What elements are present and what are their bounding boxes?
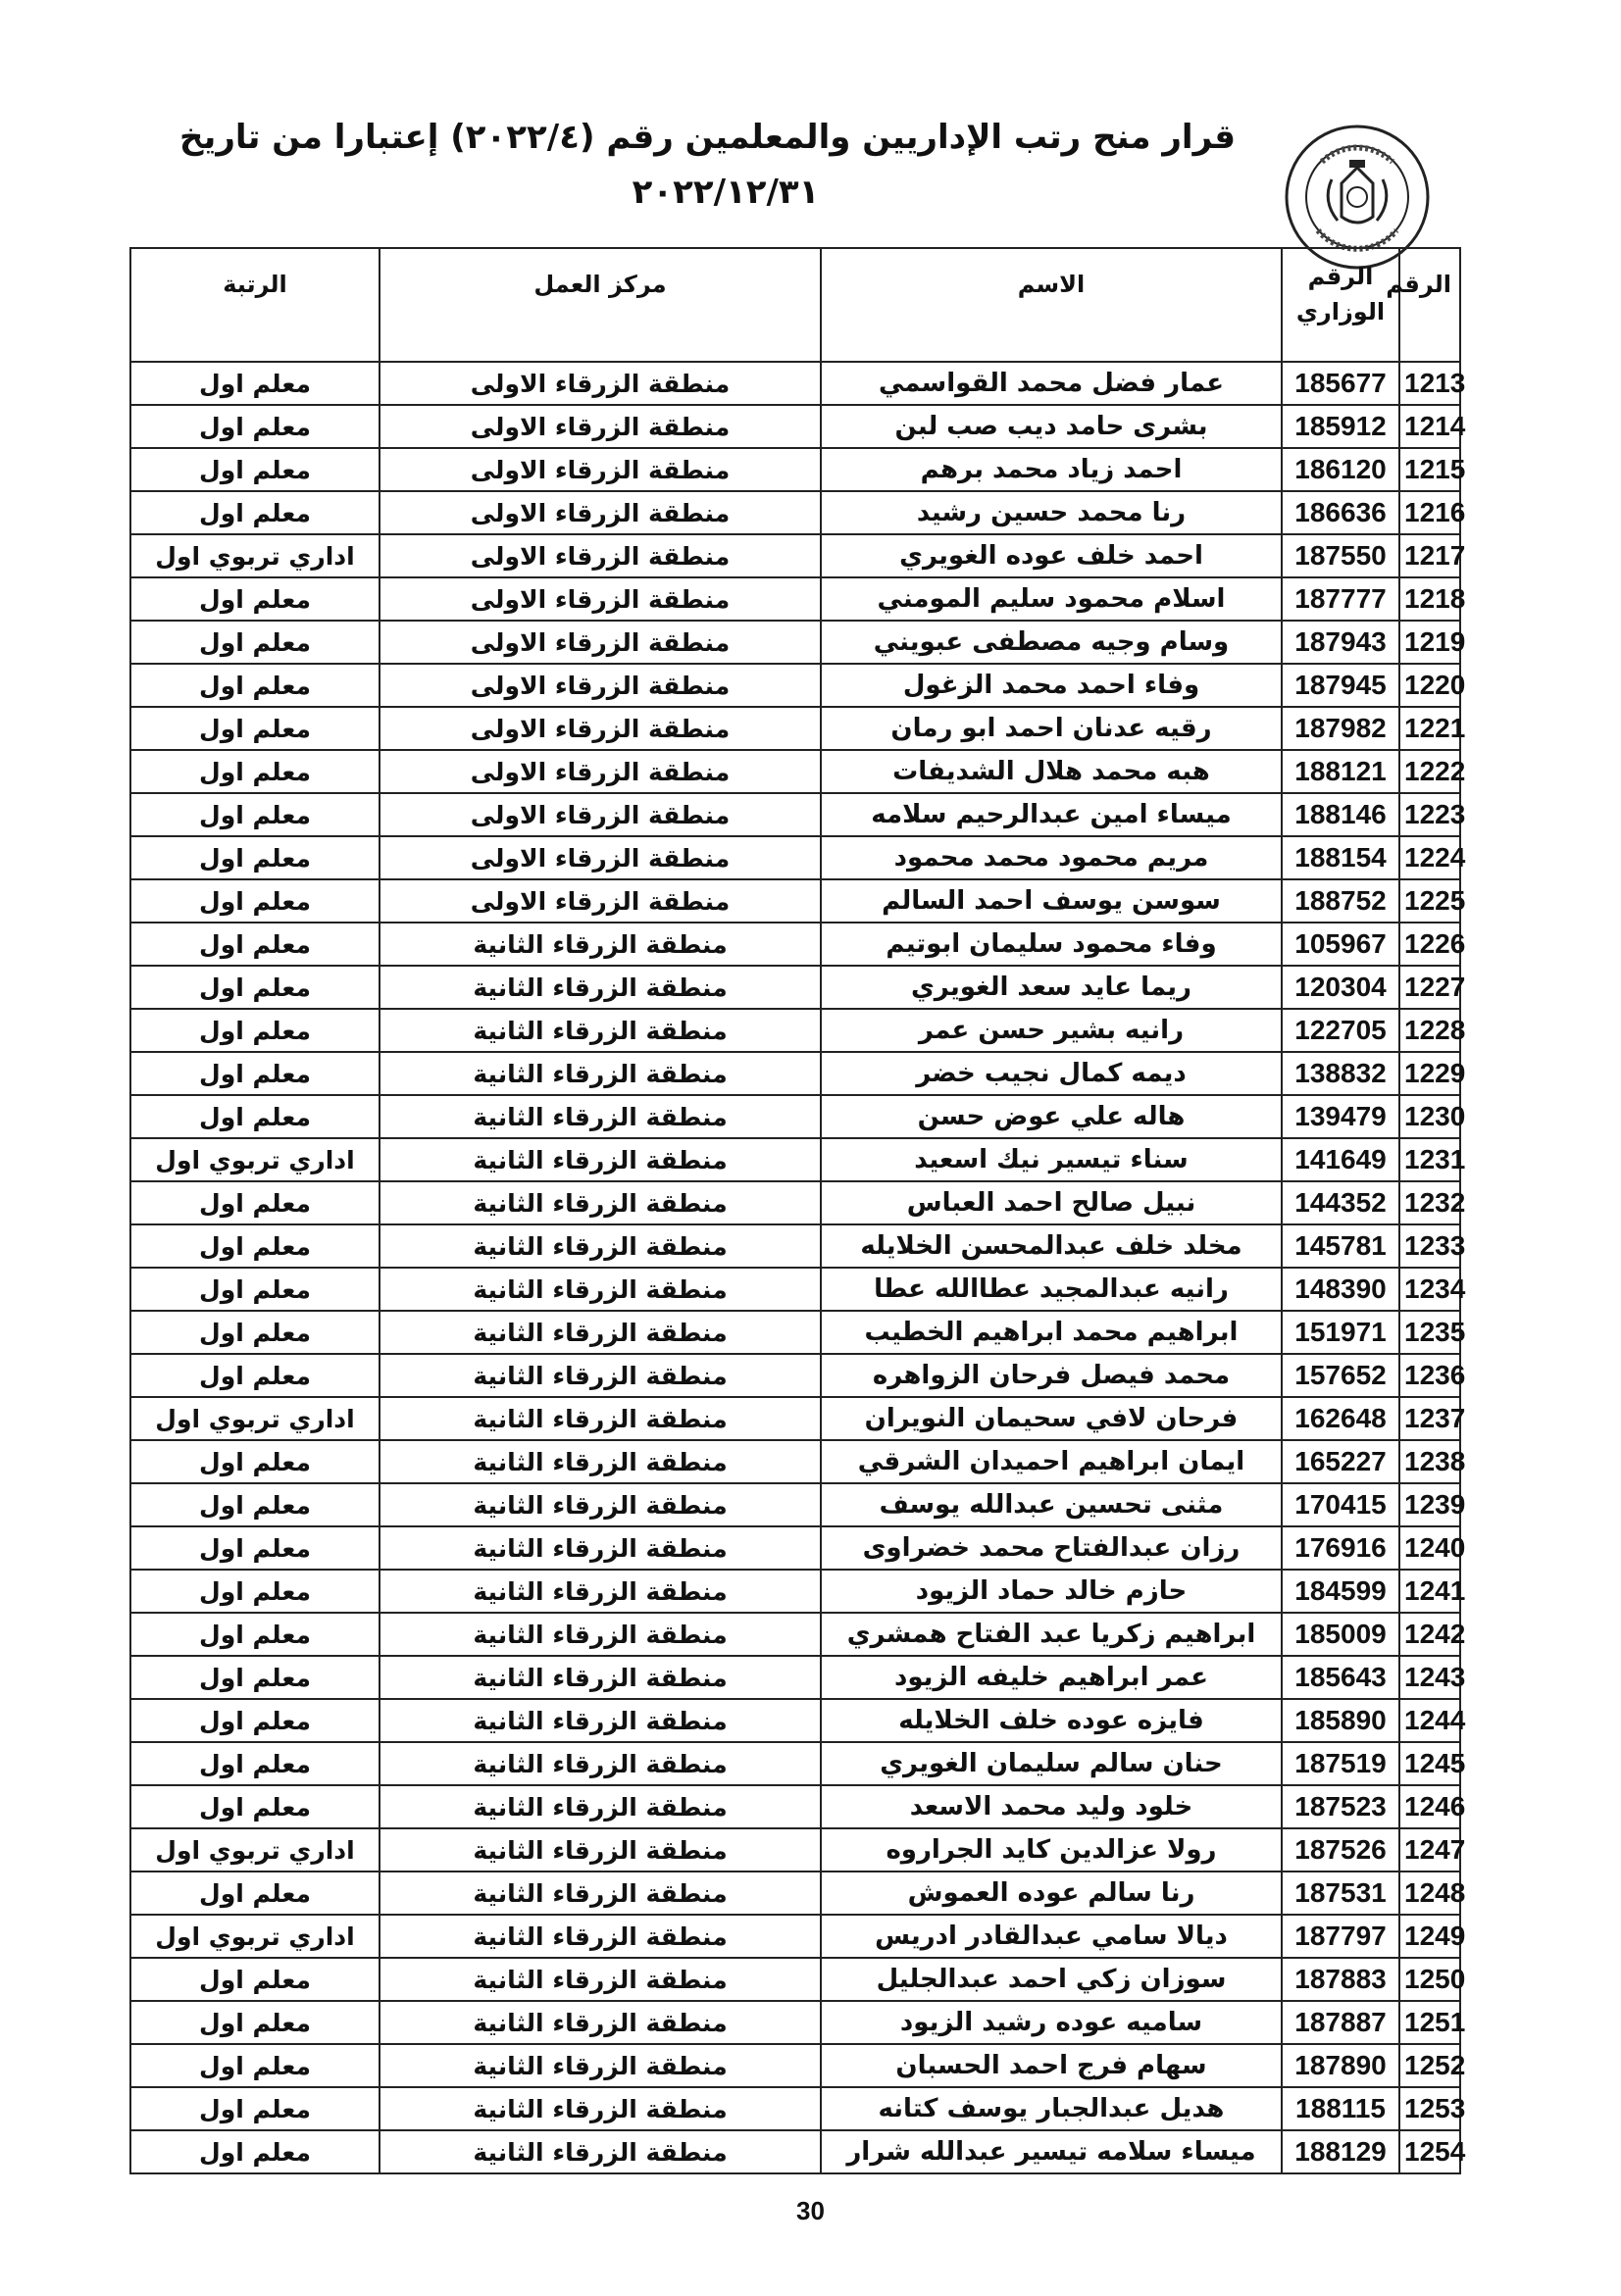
cell-num: 1228 (1399, 1009, 1460, 1052)
cell-ministerial-number: 185677 (1282, 362, 1399, 405)
cell-num: 1241 (1399, 1570, 1460, 1613)
cell-rank: معلم اول (130, 923, 380, 966)
cell-rank: معلم اول (130, 836, 380, 879)
cell-ministerial-number: 185890 (1282, 1699, 1399, 1742)
cell-name: رانيه عبدالمجيد عطاالله عطا (821, 1268, 1282, 1311)
cell-name: ميساء امين عبدالرحيم سلامه (821, 793, 1282, 836)
cell-num: 1248 (1399, 1872, 1460, 1915)
cell-work-center: منطقة الزرقاء الاولى (380, 664, 821, 707)
cell-name: ديمه كمال نجيب خضر (821, 1052, 1282, 1095)
cell-name: هديل عبدالجبار يوسف كتانه (821, 2087, 1282, 2130)
cell-ministerial-number: 187797 (1282, 1915, 1399, 1958)
table-row (130, 1268, 1460, 1311)
cell-rank: معلم اول (130, 1785, 380, 1828)
header-num: الرقم (1399, 248, 1460, 362)
cell-num: 1254 (1399, 2130, 1460, 2173)
cell-ministerial-number: 186636 (1282, 491, 1399, 534)
cell-name: رانيه بشير حسن عمر (821, 1009, 1282, 1052)
table-row (130, 1397, 1460, 1440)
cell-ministerial-number: 187883 (1282, 1958, 1399, 2001)
cell-work-center: منطقة الزرقاء الثانية (380, 1311, 821, 1354)
cell-num: 1251 (1399, 2001, 1460, 2044)
cell-rank: معلم اول (130, 1613, 380, 1656)
document-title (179, 110, 1236, 220)
table-row (130, 1785, 1460, 1828)
cell-name: عمار فضل محمد القواسمي (821, 362, 1282, 405)
cell-work-center: منطقة الزرقاء الثانية (380, 1483, 821, 1526)
cell-ministerial-number: 185643 (1282, 1656, 1399, 1699)
table-row (130, 1828, 1460, 1872)
header-work-center: مركز العمل (380, 248, 821, 362)
cell-rank: معلم اول (130, 1440, 380, 1483)
table-row (130, 405, 1460, 448)
cell-rank: معلم اول (130, 1009, 380, 1052)
cell-num: 1215 (1399, 448, 1460, 491)
cell-num: 1252 (1399, 2044, 1460, 2087)
cell-num: 1234 (1399, 1268, 1460, 1311)
cell-num: 1253 (1399, 2087, 1460, 2130)
title-line-2: ٢٠٢٢/١٢/٣١ (632, 173, 820, 212)
cell-name: خلود وليد محمد الاسعد (821, 1785, 1282, 1828)
table-row (130, 1440, 1460, 1483)
cell-ministerial-number: 157652 (1282, 1354, 1399, 1397)
cell-num: 1227 (1399, 966, 1460, 1009)
table-row (130, 923, 1460, 966)
cell-ministerial-number: 188129 (1282, 2130, 1399, 2173)
table-row (130, 534, 1460, 577)
cell-rank: معلم اول (130, 1483, 380, 1526)
cell-name: وفاء محمود سليمان ابوتيم (821, 923, 1282, 966)
cell-name: سوزان زكي احمد عبدالجليل (821, 1958, 1282, 2001)
cell-rank: اداري تربوي اول (130, 534, 380, 577)
cell-rank: معلم اول (130, 2130, 380, 2173)
cell-work-center: منطقة الزرقاء الاولى (380, 879, 821, 923)
cell-name: ميساء سلامه تيسير عبدالله شرار (821, 2130, 1282, 2173)
cell-num: 1218 (1399, 577, 1460, 621)
table-row (130, 1872, 1460, 1915)
cell-rank: معلم اول (130, 750, 380, 793)
cell-rank: معلم اول (130, 879, 380, 923)
cell-name: مثنى تحسين عبدالله يوسف (821, 1483, 1282, 1526)
cell-work-center: منطقة الزرقاء الثانية (380, 1785, 821, 1828)
cell-name: ايمان ابراهيم احميدان الشرقي (821, 1440, 1282, 1483)
cell-ministerial-number: 187531 (1282, 1872, 1399, 1915)
cell-work-center: منطقة الزرقاء الاولى (380, 534, 821, 577)
cell-rank: معلم اول (130, 1656, 380, 1699)
table-row (130, 2087, 1460, 2130)
cell-rank: معلم اول (130, 1095, 380, 1138)
cell-work-center: منطقة الزرقاء الثانية (380, 1181, 821, 1224)
cell-work-center: منطقة الزرقاء الثانية (380, 1828, 821, 1872)
cell-name: رقيه عدنان احمد ابو رمان (821, 707, 1282, 750)
table-row (130, 1483, 1460, 1526)
cell-work-center: منطقة الزرقاء الثانية (380, 1224, 821, 1268)
table-row (130, 1742, 1460, 1785)
table-row (130, 1224, 1460, 1268)
cell-work-center: منطقة الزرقاء الثانية (380, 1095, 821, 1138)
cell-ministerial-number: 187523 (1282, 1785, 1399, 1828)
cell-name: ساميه عوده رشيد الزيود (821, 2001, 1282, 2044)
cell-name: اسلام محمود سليم المومني (821, 577, 1282, 621)
cell-work-center: منطقة الزرقاء الثانية (380, 2130, 821, 2173)
cell-ministerial-number: 144352 (1282, 1181, 1399, 1224)
cell-work-center: منطقة الزرقاء الاولى (380, 750, 821, 793)
cell-work-center: منطقة الزرقاء الثانية (380, 1397, 821, 1440)
promotions-table (129, 247, 1466, 2174)
table-row (130, 707, 1460, 750)
cell-rank: معلم اول (130, 577, 380, 621)
cell-work-center: منطقة الزرقاء الثانية (380, 1656, 821, 1699)
cell-work-center: منطقة الزرقاء الثانية (380, 1138, 821, 1181)
cell-ministerial-number: 170415 (1282, 1483, 1399, 1526)
cell-num: 1216 (1399, 491, 1460, 534)
cell-num: 1222 (1399, 750, 1460, 793)
table-row (130, 1095, 1460, 1138)
header-name: الاسم (821, 248, 1282, 362)
cell-work-center: منطقة الزرقاء الثانية (380, 1440, 821, 1483)
cell-work-center: منطقة الزرقاء الاولى (380, 621, 821, 664)
cell-name: حازم خالد حماد الزيود (821, 1570, 1282, 1613)
cell-work-center: منطقة الزرقاء الاولى (380, 448, 821, 491)
cell-name: فرحان لافي سحيمان النويران (821, 1397, 1282, 1440)
table-row (130, 1613, 1460, 1656)
cell-rank: اداري تربوي اول (130, 1397, 380, 1440)
cell-ministerial-number: 176916 (1282, 1526, 1399, 1570)
cell-name: رزان عبدالفتاح محمد خضراوى (821, 1526, 1282, 1570)
cell-rank: معلم اول (130, 966, 380, 1009)
table-row (130, 1354, 1460, 1397)
cell-name: مريم محمود محمد محمود (821, 836, 1282, 879)
cell-ministerial-number: 122705 (1282, 1009, 1399, 1052)
cell-ministerial-number: 188752 (1282, 879, 1399, 923)
cell-work-center: منطقة الزرقاء الثانية (380, 1699, 821, 1742)
table-row (130, 621, 1460, 664)
table-row (130, 448, 1460, 491)
cell-rank: معلم اول (130, 491, 380, 534)
cell-work-center: منطقة الزرقاء الاولى (380, 836, 821, 879)
cell-ministerial-number: 188115 (1282, 2087, 1399, 2130)
cell-ministerial-number: 187777 (1282, 577, 1399, 621)
cell-ministerial-number: 148390 (1282, 1268, 1399, 1311)
cell-name: رنا محمد حسين رشيد (821, 491, 1282, 534)
cell-ministerial-number: 187550 (1282, 534, 1399, 577)
cell-num: 1224 (1399, 836, 1460, 879)
cell-num: 1243 (1399, 1656, 1460, 1699)
cell-work-center: منطقة الزرقاء الثانية (380, 2087, 821, 2130)
table-row (130, 1052, 1460, 1095)
cell-work-center: منطقة الزرقاء الثانية (380, 1526, 821, 1570)
table-row (130, 1311, 1460, 1354)
cell-rank: معلم اول (130, 1958, 380, 2001)
cell-ministerial-number: 141649 (1282, 1138, 1399, 1181)
cell-ministerial-number: 185912 (1282, 405, 1399, 448)
header-ministerial-number: الرقم الوزاري (1282, 248, 1399, 362)
cell-name: حنان سالم سليمان الغويري (821, 1742, 1282, 1785)
cell-num: 1223 (1399, 793, 1460, 836)
cell-rank: معلم اول (130, 1570, 380, 1613)
cell-num: 1233 (1399, 1224, 1460, 1268)
cell-name: هاله علي عوض حسن (821, 1095, 1282, 1138)
cell-rank: معلم اول (130, 448, 380, 491)
cell-ministerial-number: 120304 (1282, 966, 1399, 1009)
cell-ministerial-number: 188121 (1282, 750, 1399, 793)
cell-num: 1236 (1399, 1354, 1460, 1397)
cell-num: 1219 (1399, 621, 1460, 664)
table-row (130, 836, 1460, 879)
cell-rank: معلم اول (130, 707, 380, 750)
cell-name: ريما عايد سعد الغويري (821, 966, 1282, 1009)
cell-name: نبيل صالح احمد العباس (821, 1181, 1282, 1224)
table-row (130, 664, 1460, 707)
table-row (130, 1656, 1460, 1699)
cell-work-center: منطقة الزرقاء الثانية (380, 1570, 821, 1613)
cell-rank: معلم اول (130, 2087, 380, 2130)
cell-ministerial-number: 187943 (1282, 621, 1399, 664)
cell-rank: معلم اول (130, 1699, 380, 1742)
cell-num: 1247 (1399, 1828, 1460, 1872)
cell-work-center: منطقة الزرقاء الثانية (380, 1915, 821, 1958)
cell-num: 1239 (1399, 1483, 1460, 1526)
cell-name: احمد خلف عوده الغويري (821, 534, 1282, 577)
cell-num: 1238 (1399, 1440, 1460, 1483)
cell-num: 1226 (1399, 923, 1460, 966)
table-row (130, 362, 1460, 405)
table-row (130, 750, 1460, 793)
cell-ministerial-number: 105967 (1282, 923, 1399, 966)
cell-num: 1249 (1399, 1915, 1460, 1958)
header-rank: الرتبة (130, 248, 380, 362)
cell-rank: اداري تربوي اول (130, 1138, 380, 1181)
table-row (130, 2044, 1460, 2087)
cell-rank: معلم اول (130, 1052, 380, 1095)
cell-num: 1229 (1399, 1052, 1460, 1095)
cell-work-center: منطقة الزرقاء الثانية (380, 1872, 821, 1915)
cell-name: وفاء احمد محمد الزغول (821, 664, 1282, 707)
cell-name: محمد فيصل فرحان الزواهره (821, 1354, 1282, 1397)
cell-num: 1245 (1399, 1742, 1460, 1785)
cell-work-center: منطقة الزرقاء الثانية (380, 1009, 821, 1052)
table-row (130, 1958, 1460, 2001)
cell-ministerial-number: 165227 (1282, 1440, 1399, 1483)
cell-work-center: منطقة الزرقاء الثانية (380, 923, 821, 966)
cell-num: 1214 (1399, 405, 1460, 448)
page-number: 30 (796, 2196, 825, 2225)
cell-name: مخلد خلف عبدالمحسن الخلايله (821, 1224, 1282, 1268)
cell-num: 1244 (1399, 1699, 1460, 1742)
cell-rank: معلم اول (130, 793, 380, 836)
cell-num: 1232 (1399, 1181, 1460, 1224)
cell-work-center: منطقة الزرقاء الثانية (380, 2044, 821, 2087)
table-row (130, 1570, 1460, 1613)
cell-work-center: منطقة الزرقاء الاولى (380, 405, 821, 448)
table-row (130, 1526, 1460, 1570)
cell-rank: معلم اول (130, 1742, 380, 1785)
cell-work-center: منطقة الزرقاء الثانية (380, 966, 821, 1009)
cell-name: عمر ابراهيم خليفه الزيود (821, 1656, 1282, 1699)
cell-work-center: منطقة الزرقاء الثانية (380, 1613, 821, 1656)
cell-ministerial-number: 138832 (1282, 1052, 1399, 1095)
table-row (130, 577, 1460, 621)
cell-work-center: منطقة الزرقاء الاولى (380, 362, 821, 405)
cell-num: 1250 (1399, 1958, 1460, 2001)
cell-name: رولا عزالدين كايد الجراروه (821, 1828, 1282, 1872)
table-row (130, 1009, 1460, 1052)
cell-ministerial-number: 145781 (1282, 1224, 1399, 1268)
table-row (130, 793, 1460, 836)
cell-ministerial-number: 162648 (1282, 1397, 1399, 1440)
cell-rank: معلم اول (130, 405, 380, 448)
cell-num: 1235 (1399, 1311, 1460, 1354)
cell-work-center: منطقة الزرقاء الثانية (380, 2001, 821, 2044)
cell-name: هبه محمد هلال الشديفات (821, 750, 1282, 793)
cell-rank: معلم اول (130, 1872, 380, 1915)
table-row (130, 1181, 1460, 1224)
cell-name: احمد زياد محمد برهم (821, 448, 1282, 491)
cell-work-center: منطقة الزرقاء الثانية (380, 1742, 821, 1785)
cell-num: 1213 (1399, 362, 1460, 405)
cell-ministerial-number: 184599 (1282, 1570, 1399, 1613)
cell-ministerial-number: 187890 (1282, 2044, 1399, 2087)
cell-rank: معلم اول (130, 1354, 380, 1397)
cell-rank: معلم اول (130, 2044, 380, 2087)
table-row (130, 2001, 1460, 2044)
table-row (130, 1915, 1460, 1958)
table-row (130, 1138, 1460, 1181)
cell-num: 1220 (1399, 664, 1460, 707)
cell-rank: معلم اول (130, 1268, 380, 1311)
cell-work-center: منطقة الزرقاء الاولى (380, 707, 821, 750)
cell-ministerial-number: 188154 (1282, 836, 1399, 879)
cell-ministerial-number: 151971 (1282, 1311, 1399, 1354)
cell-name: وسام وجيه مصطفى عبويني (821, 621, 1282, 664)
cell-work-center: منطقة الزرقاء الاولى (380, 491, 821, 534)
cell-num: 1231 (1399, 1138, 1460, 1181)
cell-num: 1237 (1399, 1397, 1460, 1440)
cell-work-center: منطقة الزرقاء الثانية (380, 1052, 821, 1095)
cell-ministerial-number: 187982 (1282, 707, 1399, 750)
cell-ministerial-number: 185009 (1282, 1613, 1399, 1656)
cell-name: سناء تيسير نيك اسعيد (821, 1138, 1282, 1181)
cell-name: ابراهيم زكريا عبد الفتاح همشري (821, 1613, 1282, 1656)
cell-num: 1246 (1399, 1785, 1460, 1828)
cell-work-center: منطقة الزرقاء الثانية (380, 1268, 821, 1311)
cell-name: ابراهيم محمد ابراهيم الخطيب (821, 1311, 1282, 1354)
cell-num: 1242 (1399, 1613, 1460, 1656)
cell-num: 1221 (1399, 707, 1460, 750)
cell-name: بشرى حامد ديب صب لبن (821, 405, 1282, 448)
table-row (130, 491, 1460, 534)
table-row (130, 1699, 1460, 1742)
cell-name: سهام فرج احمد الحسبان (821, 2044, 1282, 2087)
cell-rank: معلم اول (130, 1311, 380, 1354)
cell-work-center: منطقة الزرقاء الاولى (380, 793, 821, 836)
cell-ministerial-number: 187945 (1282, 664, 1399, 707)
table-row (130, 966, 1460, 1009)
cell-ministerial-number: 187887 (1282, 2001, 1399, 2044)
cell-num: 1225 (1399, 879, 1460, 923)
cell-ministerial-number: 139479 (1282, 1095, 1399, 1138)
cell-rank: معلم اول (130, 664, 380, 707)
cell-ministerial-number: 186120 (1282, 448, 1399, 491)
cell-work-center: منطقة الزرقاء الثانية (380, 1354, 821, 1397)
cell-rank: معلم اول (130, 1526, 380, 1570)
cell-rank: معلم اول (130, 2001, 380, 2044)
title-line-1: قرار منح رتب الإداريين والمعلمين رقم (٢٠٢٢/٤) إعتبارا من تاريخ (179, 118, 1236, 157)
cell-work-center: منطقة الزرقاء الثانية (380, 1958, 821, 2001)
cell-name: سوسن يوسف احمد السالم (821, 879, 1282, 923)
cell-name: فايزه عوده خلف الخلايله (821, 1699, 1282, 1742)
cell-name: رنا سالم عوده العموش (821, 1872, 1282, 1915)
cell-num: 1240 (1399, 1526, 1460, 1570)
table-header-row (130, 248, 1460, 362)
cell-work-center: منطقة الزرقاء الاولى (380, 577, 821, 621)
cell-rank: معلم اول (130, 1224, 380, 1268)
cell-num: 1230 (1399, 1095, 1460, 1138)
cell-ministerial-number: 187519 (1282, 1742, 1399, 1785)
cell-rank: اداري تربوي اول (130, 1828, 380, 1872)
cell-ministerial-number: 187526 (1282, 1828, 1399, 1872)
table-row (130, 2130, 1460, 2173)
cell-rank: اداري تربوي اول (130, 1915, 380, 1958)
cell-rank: معلم اول (130, 362, 380, 405)
cell-name: ديالا سامي عبدالقادر ادريس (821, 1915, 1282, 1958)
table-row (130, 879, 1460, 923)
cell-num: 1217 (1399, 534, 1460, 577)
cell-ministerial-number: 188146 (1282, 793, 1399, 836)
cell-rank: معلم اول (130, 621, 380, 664)
cell-rank: معلم اول (130, 1181, 380, 1224)
